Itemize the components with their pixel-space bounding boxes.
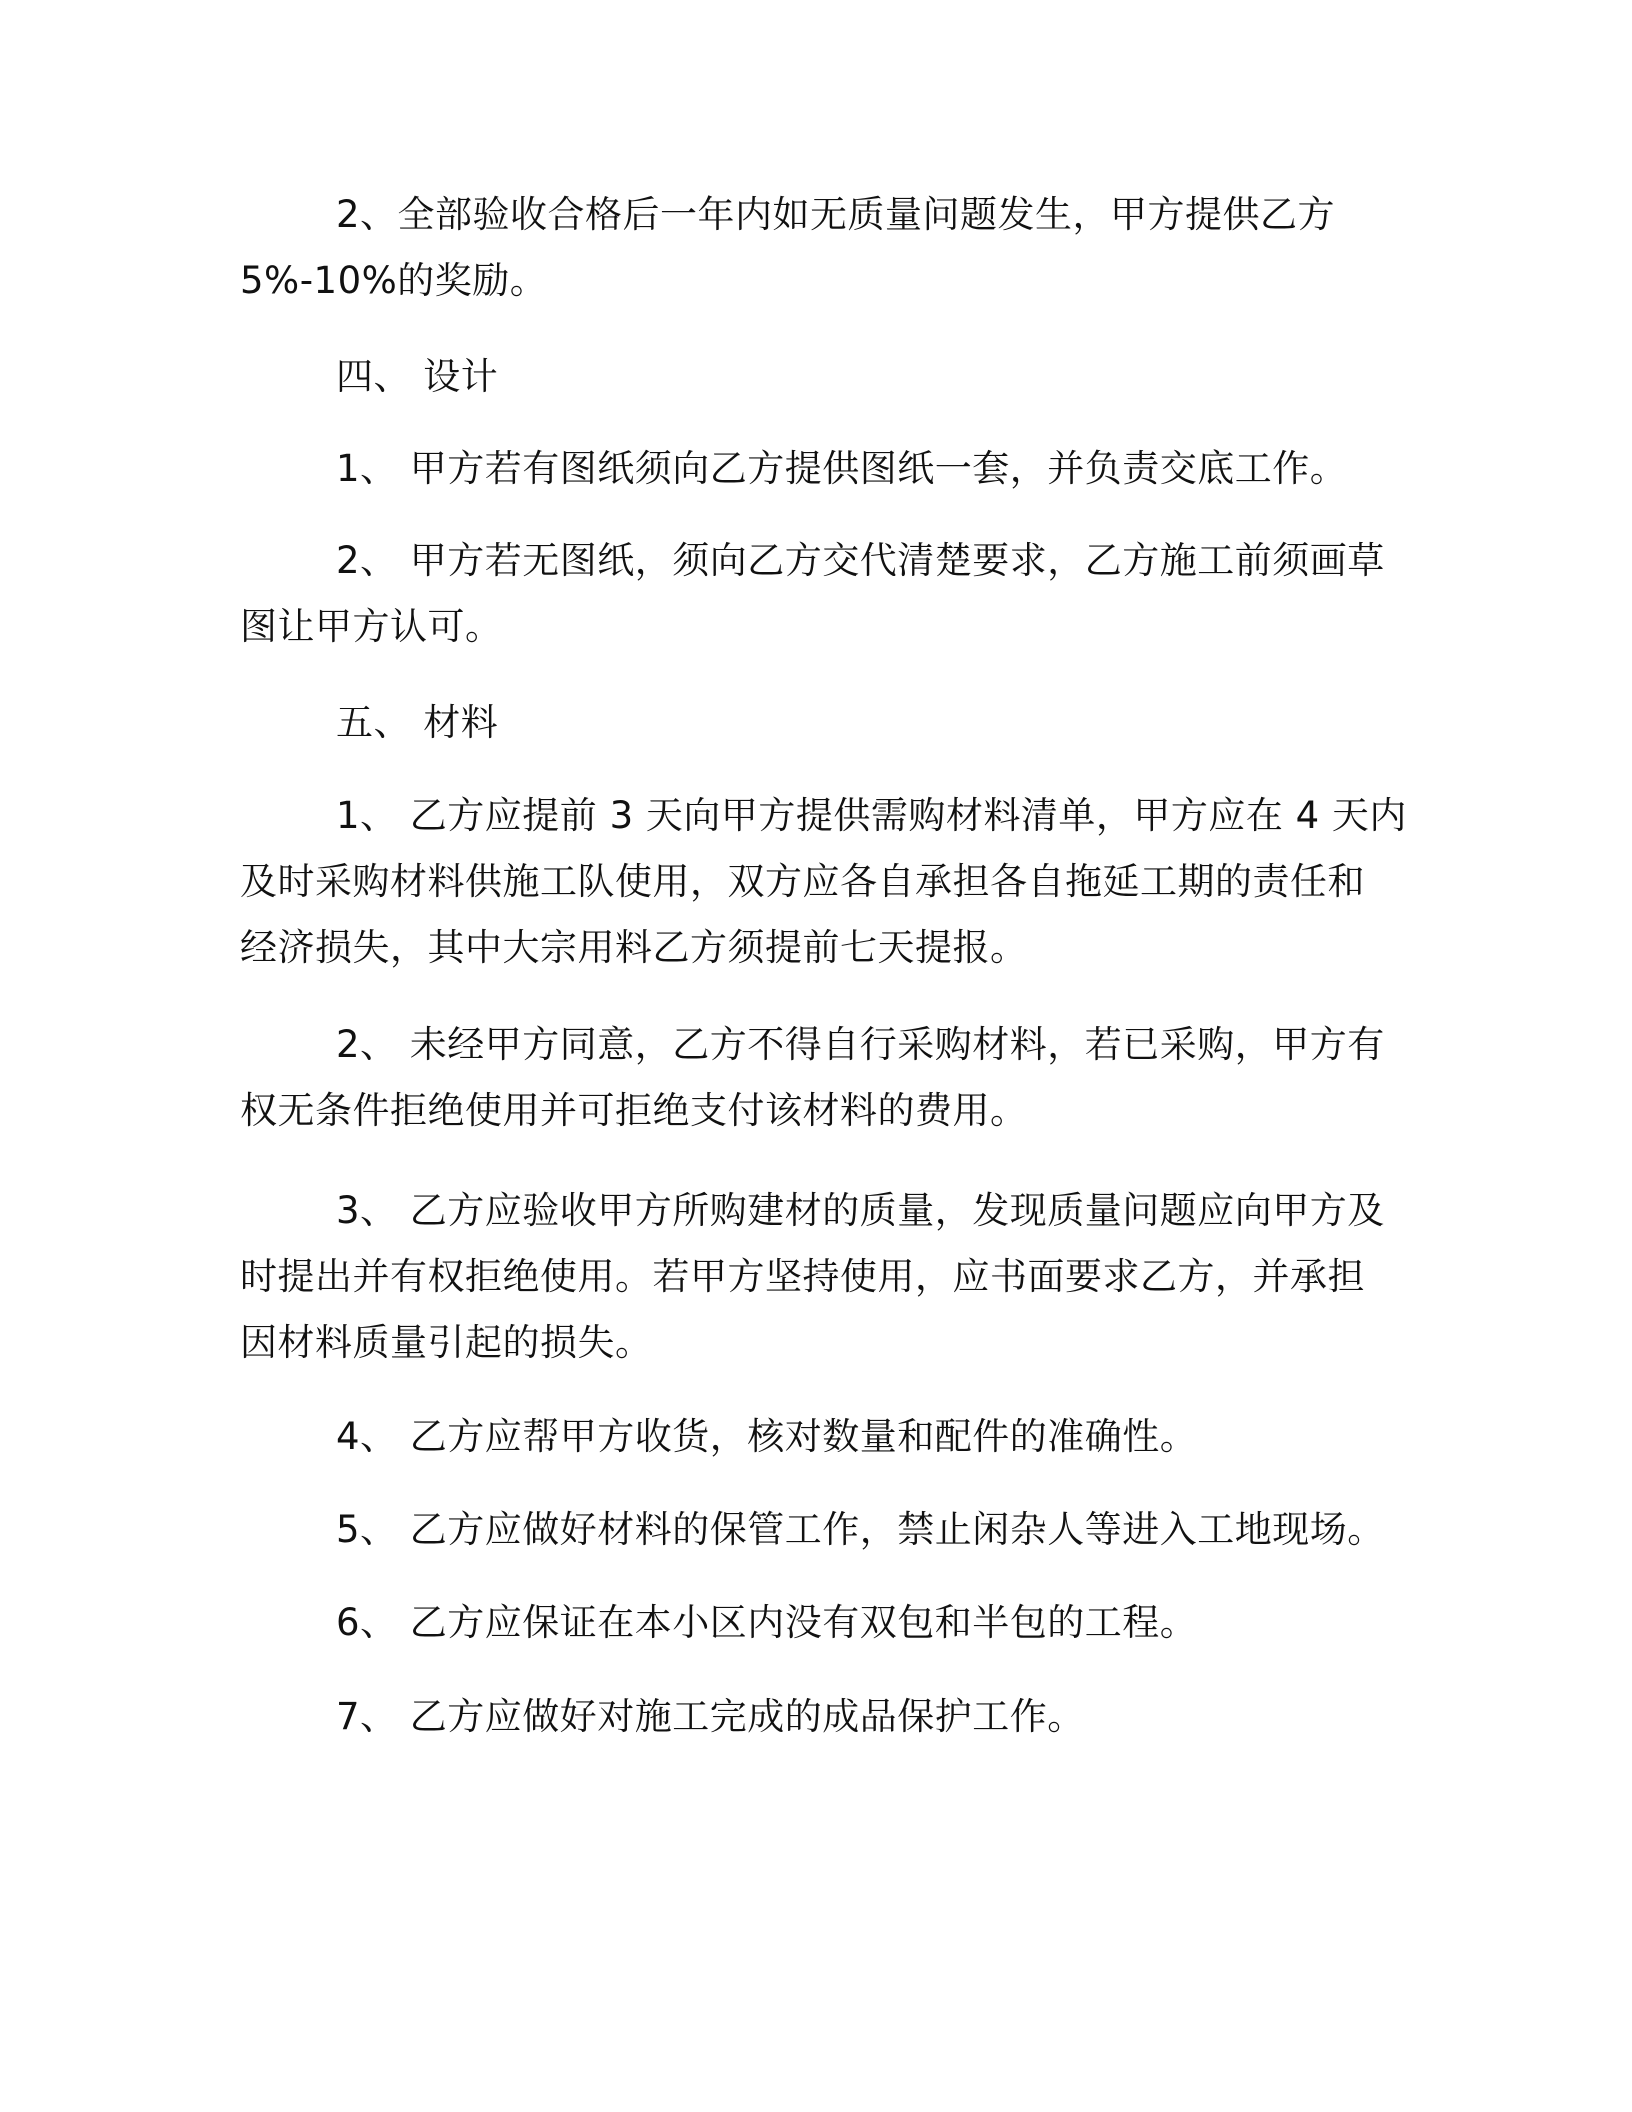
text-line: 2、 甲方若无图纸，须向乙方交代清楚要求，乙方施工前须画草 xyxy=(336,539,1385,582)
text-line: 1、 甲方若有图纸须向乙方提供图纸一套，并负责交底工作。 xyxy=(336,447,1348,490)
paragraph-material-6 xyxy=(240,1590,1390,1656)
paragraph-material-1 xyxy=(240,783,1407,981)
section-heading-materials xyxy=(240,690,1390,756)
text-line: 7、 乙方应做好对施工完成的成品保护工作。 xyxy=(336,1695,1085,1738)
paragraph-material-2 xyxy=(240,1012,1390,1144)
paragraph-design-1 xyxy=(240,436,1390,502)
text-line: 四、 设计 xyxy=(336,355,499,398)
paragraph-material-7 xyxy=(240,1684,1390,1750)
text-line: 1、 乙方应提前 3 天向甲方提供需购材料清单，甲方应在 4 天内 xyxy=(336,794,1407,837)
text-line: 图让甲方认可。 xyxy=(240,605,503,648)
text-line: 权无条件拒绝使用并可拒绝支付该材料的费用。 xyxy=(240,1089,1028,1132)
paragraph-material-3 xyxy=(240,1178,1390,1376)
paragraph-material-5 xyxy=(240,1497,1390,1563)
text-line: 时提出并有权拒绝使用。若甲方坚持使用，应书面要求乙方，并承担 xyxy=(240,1255,1365,1298)
text-line: 2、全部验收合格后一年内如无质量问题发生，甲方提供乙方 xyxy=(336,193,1336,236)
text-line: 4、 乙方应帮甲方收货，核对数量和配件的准确性。 xyxy=(336,1415,1198,1458)
paragraph-reward-2 xyxy=(240,182,1390,314)
text-line: 及时采购材料供施工队使用，双方应各自承担各自拖延工期的责任和 xyxy=(240,860,1365,903)
text-line: 6、 乙方应保证在本小区内没有双包和半包的工程。 xyxy=(336,1601,1198,1644)
text-line: 五、 材料 xyxy=(336,701,499,744)
text-line: 2、 未经甲方同意，乙方不得自行采购材料，若已采购，甲方有 xyxy=(336,1023,1385,1066)
section-heading-design xyxy=(240,344,1390,410)
text-line: 3、 乙方应验收甲方所购建材的质量，发现质量问题应向甲方及 xyxy=(336,1189,1385,1232)
text-line: 5、 乙方应做好材料的保管工作，禁止闲杂人等进入工地现场。 xyxy=(336,1508,1385,1551)
text-line: 经济损失，其中大宗用料乙方须提前七天提报。 xyxy=(240,926,1028,969)
paragraph-design-2 xyxy=(240,528,1390,660)
text-line: 因材料质量引起的损失。 xyxy=(240,1321,653,1364)
paragraph-material-4 xyxy=(240,1404,1390,1470)
text-line: 5%-10%的奖励。 xyxy=(240,259,548,302)
